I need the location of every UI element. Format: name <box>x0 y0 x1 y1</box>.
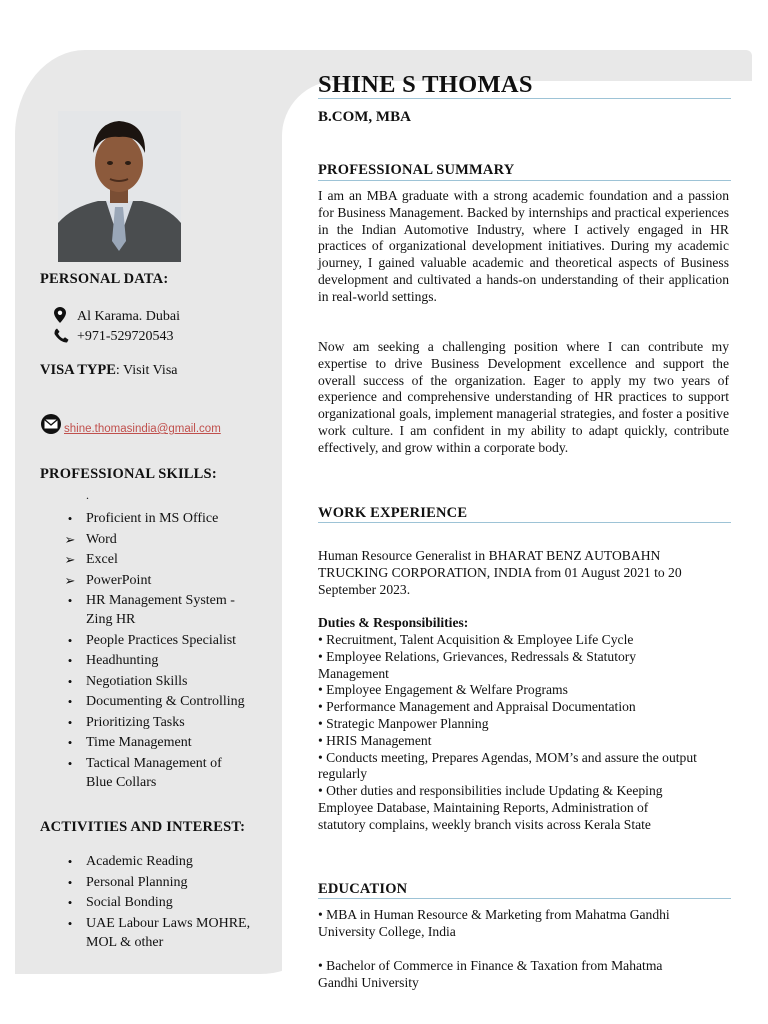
list-item <box>0 852 251 871</box>
summary-paragraph-1: I am an MBA graduate with a strong academic foundation and a passion for Business Management. Backed by internships and practical experiences in the Indian Automotive Industry, where I actively engaged in HR practices of organizational development initiatives. During my academic journey, I gained valuable academic and theoretical aspects of Business development and cultivated a hands-on understanding of their application in real-world settings. <box>318 188 729 304</box>
bullet-icon: • <box>67 673 73 689</box>
arrow-bullet-icon: ➢ <box>64 531 76 547</box>
list-item-text: Academic Reading <box>86 854 193 869</box>
visa-label: VISA TYPE <box>40 362 116 378</box>
bullet-icon: • <box>67 755 73 771</box>
summary-heading: PROFESSIONAL SUMMARY <box>318 162 515 178</box>
bullet-icon: • <box>67 653 73 668</box>
candidate-degree: B.COM, MBA <box>318 109 411 125</box>
list-item-text: Personal Planning <box>86 874 188 890</box>
bullet-icon: • <box>67 714 73 730</box>
skills-list <box>0 509 251 793</box>
list-item <box>0 692 251 711</box>
skills-dot: . <box>86 488 89 502</box>
education-item: • MBA in Human Resource & Marketing from Mahatma Gandhi University College, India <box>318 907 670 939</box>
list-item-text: Word <box>86 531 117 547</box>
list-item <box>0 530 251 549</box>
profile-photo <box>58 111 181 262</box>
visa-type <box>40 362 177 379</box>
activities-list <box>0 852 251 953</box>
list-item <box>0 672 251 691</box>
duty-item: • Employee Engagement & Welfare Programs <box>318 682 568 698</box>
list-item <box>0 571 251 590</box>
list-item <box>0 550 251 569</box>
list-item <box>0 591 251 629</box>
duty-item: • Performance Management and Appraisal Documentation <box>318 699 636 715</box>
experience-heading: WORK EXPERIENCE <box>318 505 468 521</box>
duty-item: • Employee Relations, Grievances, Redressals & Statutory Management <box>318 648 637 681</box>
list-item <box>0 713 251 732</box>
list-item <box>0 873 251 892</box>
list-item-text: Time Management <box>86 735 192 750</box>
list-item-text: Negotiation Skills <box>86 673 188 689</box>
candidate-name: SHINE S THOMAS <box>318 71 533 98</box>
list-item <box>0 893 251 912</box>
phone-icon <box>52 326 70 344</box>
list-item-text: UAE Labour Laws MOHRE, MOL & other <box>86 915 251 950</box>
bullet-icon: • <box>67 854 73 869</box>
list-item <box>0 754 251 792</box>
email-link[interactable]: shine.thomasindia@gmail.com <box>64 423 221 435</box>
list-item-text: Headhunting <box>86 653 159 668</box>
education-rule <box>318 898 731 899</box>
list-item-text: Social Bonding <box>86 895 173 910</box>
bullet-icon: • <box>67 632 73 648</box>
education-item: • Bachelor of Commerce in Finance & Taxation from Mahatma Gandhi University <box>318 958 663 990</box>
duty-item: • Recruitment, Talent Acquisition & Employee Life Cycle <box>318 632 634 647</box>
list-item <box>0 733 251 752</box>
duty-item: • Conducts meeting, Prepares Agendas, MOM’s and assure the output regularly <box>318 749 697 782</box>
duties-list <box>318 632 698 834</box>
bullet-icon: • <box>67 593 73 608</box>
education-heading: EDUCATION <box>318 881 408 897</box>
arrow-bullet-icon: ➢ <box>64 552 76 567</box>
email-icon <box>40 414 62 434</box>
experience-role: Human Resource Generalist in BHARAT BENZ AUTOBAHN TRUCKING CORPORATION, INDIA from 01 August 2021 to 20 September 2023. <box>318 548 682 597</box>
bullet-icon: • <box>67 511 73 526</box>
location-text: Al Karama. Dubai <box>77 309 181 324</box>
list-item-text: Documenting & Controlling <box>86 694 245 709</box>
list-item <box>0 651 251 670</box>
list-item-text: HR Management System - Zing HR <box>86 593 235 627</box>
activities-heading: ACTIVITIES AND INTEREST: <box>40 819 246 835</box>
name-rule <box>318 98 731 99</box>
list-item-text: Prioritizing Tasks <box>86 714 185 730</box>
visa-value: : Visit Visa <box>115 363 178 378</box>
list-item-text: PowerPoint <box>86 572 152 588</box>
personal-data-heading: PERSONAL DATA: <box>40 271 169 287</box>
bullet-icon: • <box>67 694 73 709</box>
list-item <box>0 914 251 952</box>
list-item <box>0 509 251 528</box>
bullet-icon: • <box>67 895 73 910</box>
arrow-bullet-icon: ➢ <box>64 572 76 588</box>
bullet-icon: • <box>67 874 73 890</box>
summary-paragraph-2: Now am seeking a challenging position where I can contribute my expertise to drive Business Development excellence and support the overall success of the organization. Eager to apply my two years of experience and comprehensive understanding of HR practices to support organizational goals, implement managerial strategies, and foster a positive work culture. I am confident in my ability to adapt quickly, contribute effectively, and grow within a corporate body. <box>318 339 729 455</box>
bullet-icon: • <box>67 735 73 750</box>
experience-rule <box>318 522 731 523</box>
duties-heading: Duties & Responsibilities: <box>318 615 469 630</box>
list-item-text: Excel <box>86 552 118 567</box>
duty-item: • HRIS Management <box>318 732 432 748</box>
list-item-text: People Practices Specialist <box>86 632 237 648</box>
professional-skills-heading: PROFESSIONAL SKILLS: <box>40 466 217 482</box>
summary-rule <box>318 180 731 181</box>
duty-item: • Strategic Manpower Planning <box>318 715 489 731</box>
list-item-text: Proficient in MS Office <box>86 511 219 526</box>
map-pin-icon <box>51 306 69 324</box>
list-item <box>0 631 251 650</box>
bullet-icon: • <box>67 915 73 931</box>
list-item-text: Tactical Management of Blue Collars <box>86 755 222 790</box>
phone-text: +971-529720543 <box>77 329 174 344</box>
duty-item: • Other duties and responsibilities include Updating & Keeping Employee Database, Maintaining Reports, Administration of statutory complains, weekly branch visits across Kerala State <box>318 783 663 832</box>
